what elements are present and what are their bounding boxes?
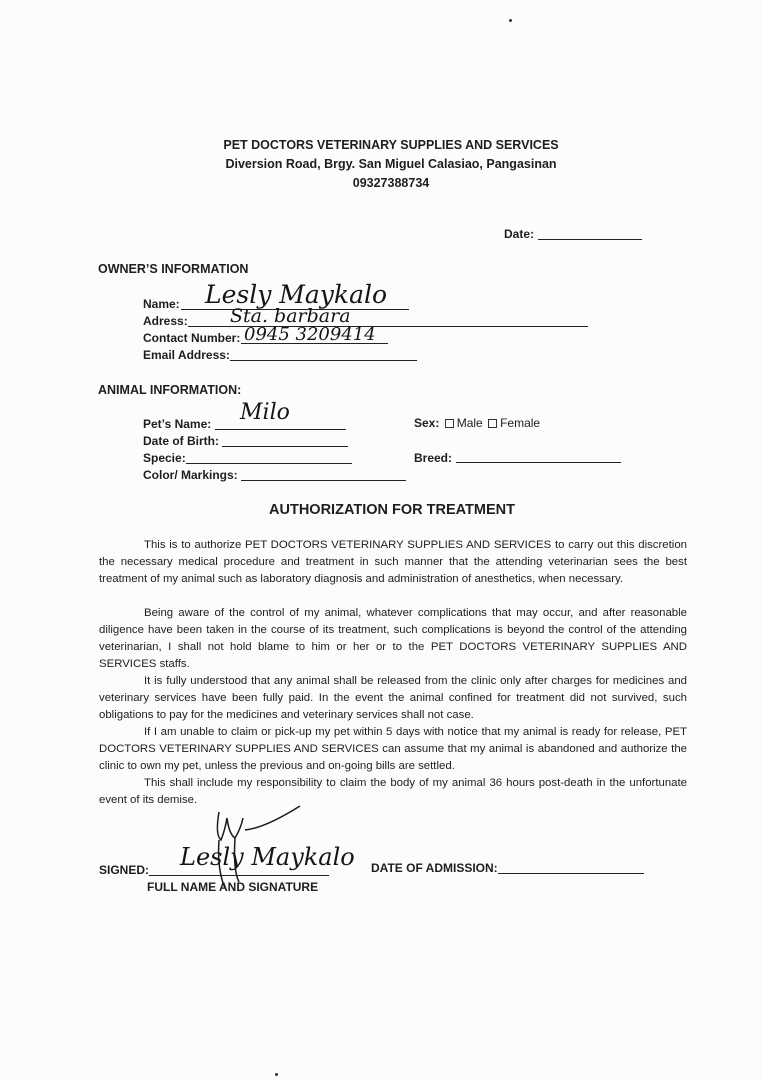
sex-field (414, 416, 540, 430)
signature-scribble (205, 800, 315, 890)
sex-label: Sex: (414, 416, 440, 430)
authorization-paragraph-5 (99, 775, 687, 809)
owner-info-heading: OWNER’S INFORMATION (98, 262, 249, 276)
contact-label: Contact Number: (143, 331, 241, 345)
male-checkbox[interactable] (445, 419, 454, 428)
specie-line[interactable] (186, 463, 352, 464)
owner-address-handwritten: Sta. barbara (230, 305, 351, 327)
scan-speck (275, 1073, 278, 1076)
clinic-name: PET DOCTORS VETERINARY SUPPLIES AND SERVICES (223, 138, 559, 152)
owner-name-handwritten: Lesly Maykalo (205, 280, 388, 309)
paragraph-text: Being aware of the control of my animal, whatever complications that may occur, and after reasonable diligence have been taken in the course of its treatment, such complications is beyond the control of the attending veterinarian, I shall not hold blame to him or her or to the PET DOCTORS VETERINARY SUPPLIES AND SERVICES staffs. (99, 607, 687, 670)
date-label: Date: (504, 227, 535, 241)
pet-name-handwritten: Milo (240, 400, 290, 425)
owner-name-label: Name: (143, 297, 180, 311)
paragraph-text: If I am unable to claim or pick-up my pet within 5 days with notice that my animal is ready for release, PET DOCTORS VETERINARY SUPPLIES AND SERVICES can assume that my animal is abandoned and authorize the clinic to own my pet, unless the previous and on-going bills are settled. (99, 726, 687, 772)
scan-speck (509, 19, 512, 22)
breed-label: Breed: (414, 451, 453, 465)
signature-caption: FULL NAME AND SIGNATURE (147, 880, 319, 894)
animal-info-heading: ANIMAL INFORMATION: (98, 383, 242, 397)
paragraph-text: It is fully understood that any animal shall be released from the clinic only after charges for medicines and veterinary services have been fully paid. In the event the animal confined for treatment did not survived, such obligations to pay for the medicines and veterinary services shall not case. (99, 675, 687, 721)
specie-label: Specie: (143, 451, 186, 465)
female-checkbox[interactable] (488, 419, 497, 428)
dob-label: Date of Birth: (143, 434, 219, 448)
male-option-label: Male (456, 416, 483, 430)
authorization-title: AUTHORIZATION FOR TREATMENT (269, 502, 515, 518)
paragraph-text: This is to authorize PET DOCTORS VETERINARY SUPPLIES AND SERVICES to carry out this discretion the necessary medical procedure and treatment in such manner that the attending veterinarian sees the best treatment of my animal such as laboratory diagnosis and administration of anesthetics, when necessary. (99, 539, 687, 585)
female-option-label: Female (500, 416, 541, 430)
pet-name-line[interactable] (215, 429, 346, 430)
dob-line[interactable] (222, 446, 348, 447)
authorization-paragraph-1 (99, 537, 687, 588)
authorization-paragraph-4 (99, 724, 687, 775)
color-markings-line[interactable] (241, 480, 406, 481)
color-markings-label: Color/ Markings: (143, 468, 238, 482)
email-line[interactable] (230, 360, 417, 361)
owner-address-label: Adress: (143, 314, 188, 328)
signed-name-handwritten: Lesly Maykalo (180, 843, 355, 871)
date-of-admission-line[interactable] (498, 873, 644, 874)
clinic-address: Diversion Road, Brgy. San Miguel Calasiao, Pangasinan (225, 157, 557, 171)
date-line[interactable] (538, 239, 642, 240)
paragraph-text: This shall include my responsibility to claim the body of my animal 36 hours post-death in the unfortunate event of its demise. (99, 777, 687, 806)
signed-label: SIGNED: (99, 863, 150, 877)
breed-line[interactable] (456, 462, 621, 463)
authorization-paragraph-3 (99, 673, 687, 724)
email-label: Email Address: (143, 348, 230, 362)
authorization-paragraph-2 (99, 605, 687, 673)
contact-handwritten: 0945 3209414 (244, 324, 376, 345)
date-of-admission-label: DATE OF ADMISSION: (371, 861, 498, 875)
clinic-phone: 09327388734 (352, 176, 430, 190)
pet-name-label: Pet’s Name: (143, 417, 212, 431)
